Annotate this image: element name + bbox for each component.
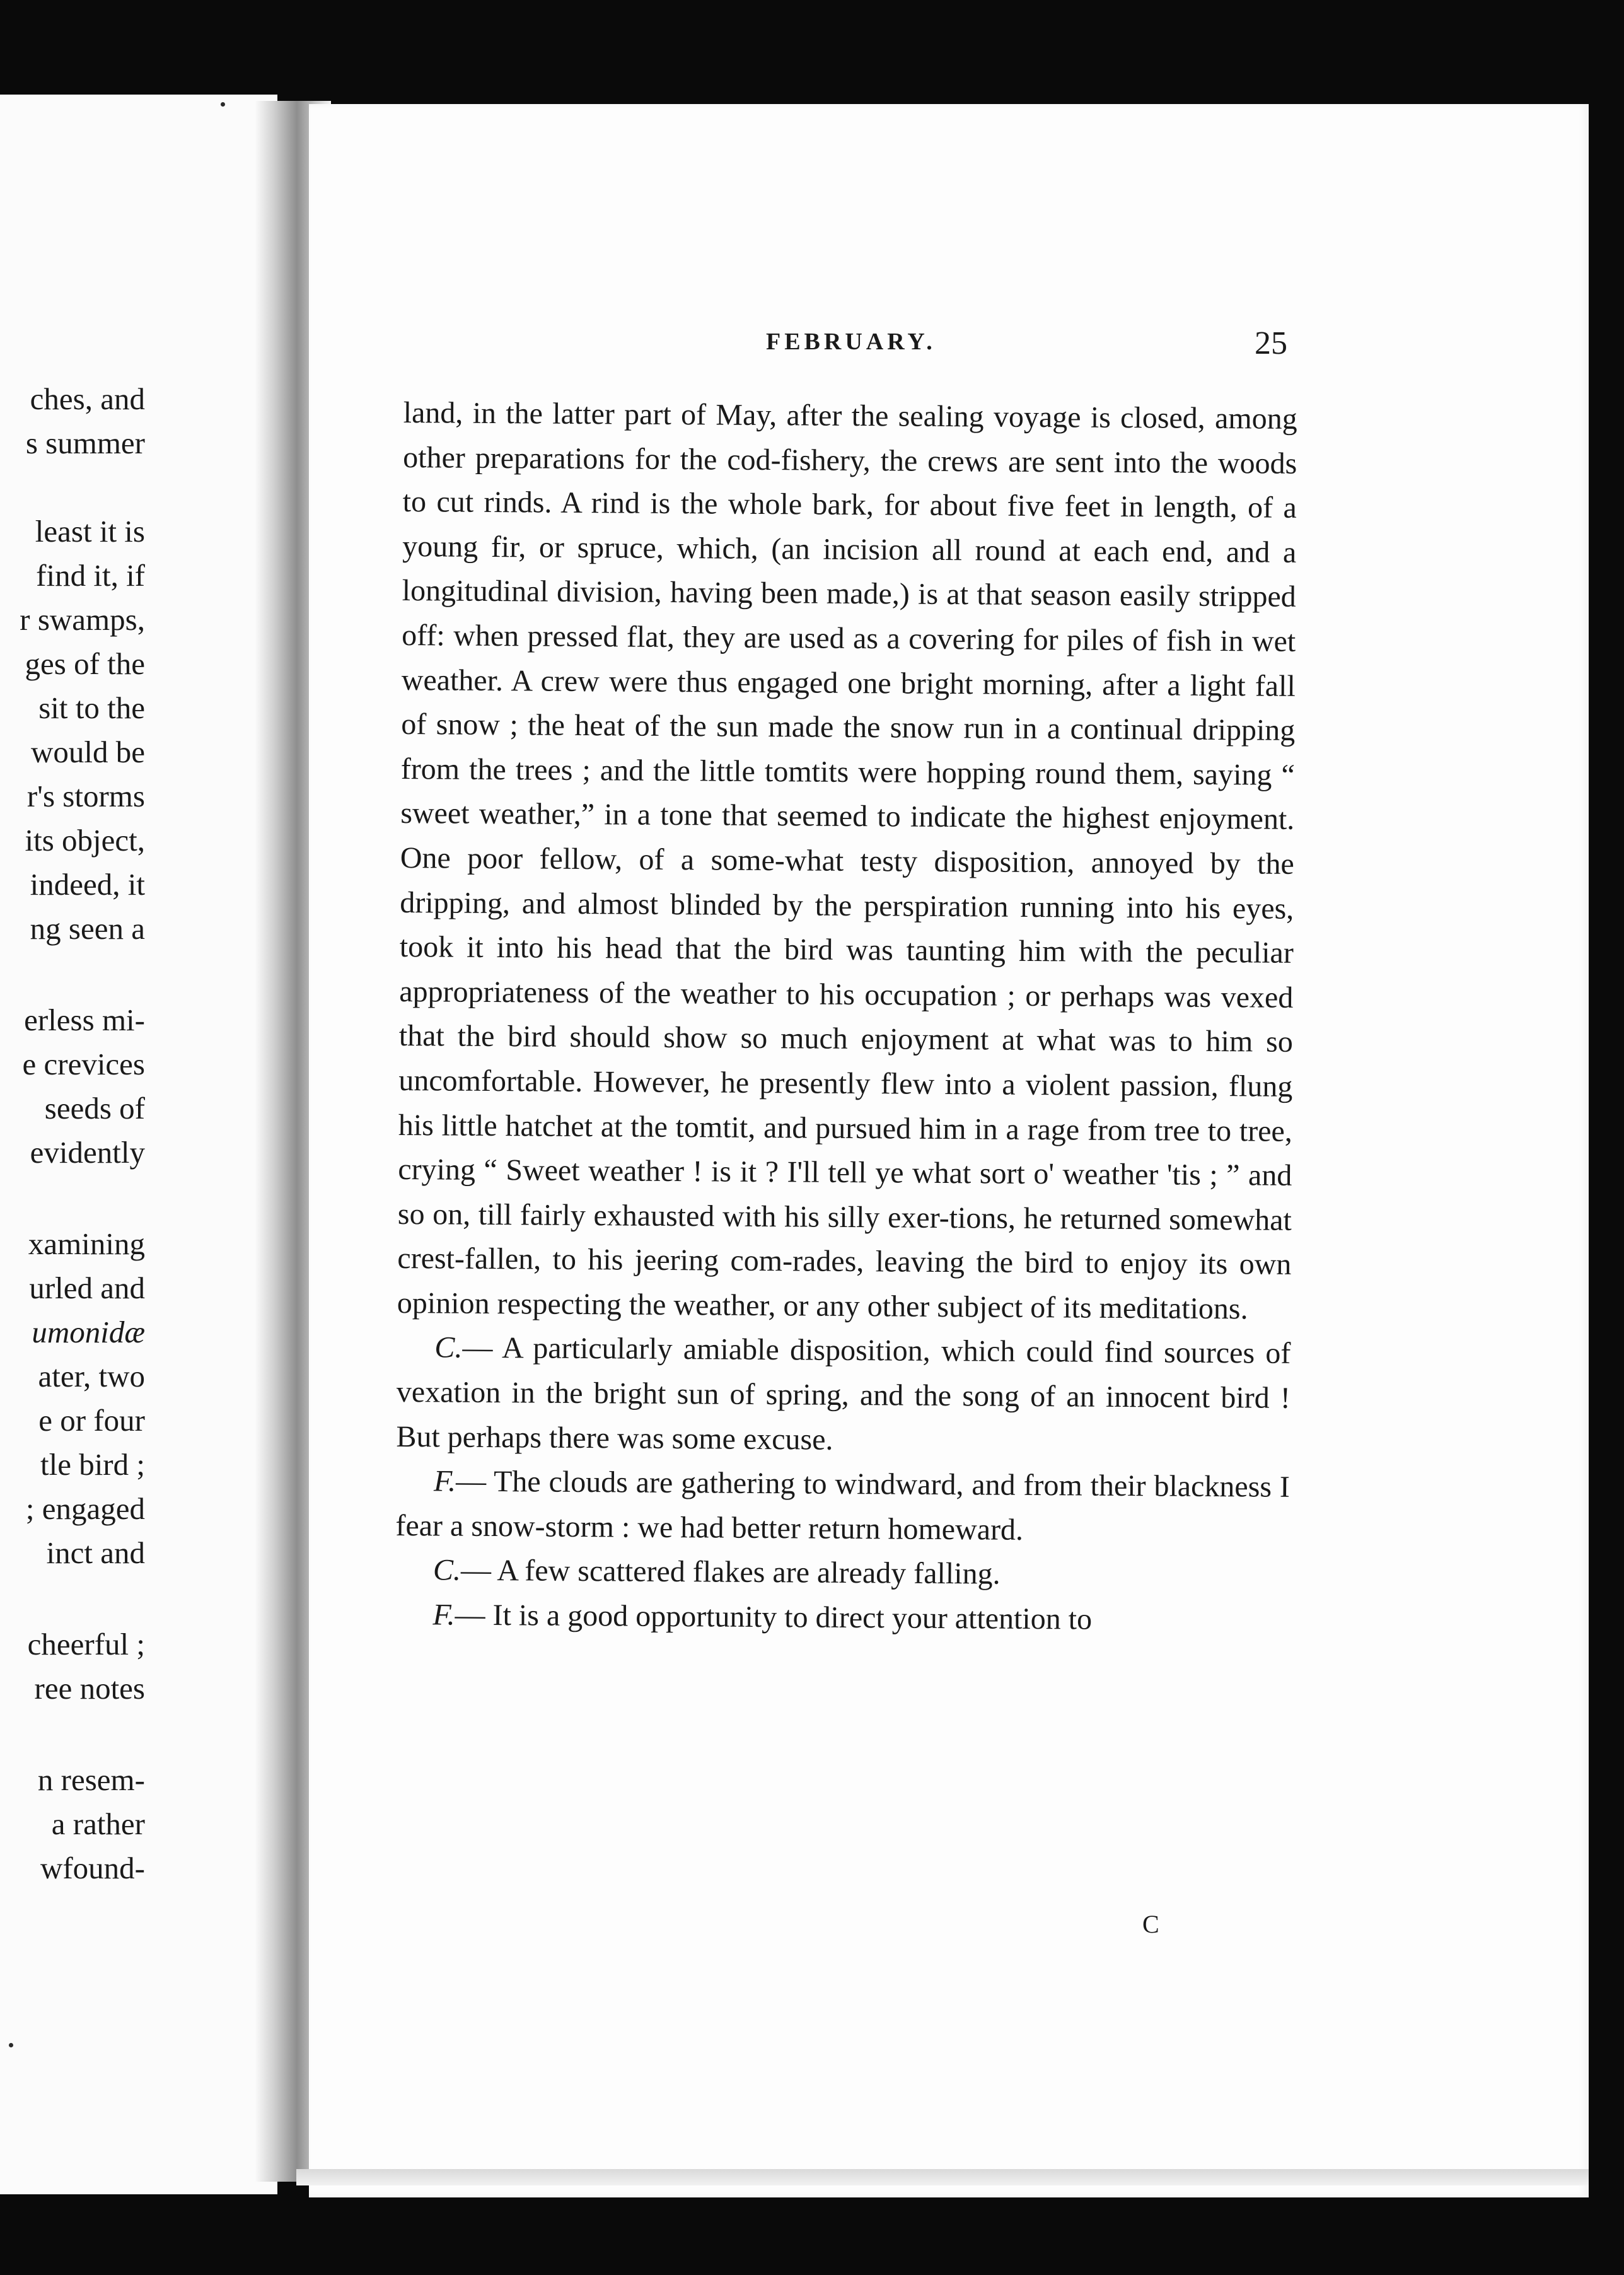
left-page-line-fragment: indeed, it — [30, 867, 145, 902]
speaker-label: C. — [432, 1553, 461, 1588]
paragraph-text: — A particularly amiable disposition, which could find sources of vexation in the bright sun of spring, and the song of an innocent bird ! But perhaps there was some excuse. — [396, 1331, 1291, 1457]
paragraph-dialogue — [395, 1593, 1289, 1643]
paragraph-text: — It is a good opportunity to direct your attention to — [455, 1598, 1093, 1636]
paragraph-text: land, in the latter part of May, after the sealing voyage is closed, among other preparations for the cod-fishery, the crews are sent into the woods to cut rinds. A rind is the whole bark, for about five feet in length, of a young fir, or spruce, which, (an incision all round at each end, and a longitudinal division, having been made,) is at that season easily stripped off: when pressed flat, they are used as a covering for piles of fish in wet weather. A crew were thus engaged one bright morning, after a light fall of snow ; the heat of the sun made the snow run in a continual dripping from the trees ; and the little tomtits were hopping round them, saying “ sweet weather,” in a tone that seemed to indicate the highest enjoyment. One poor fellow, of a some-what testy disposition, annoyed by the dripping, and almost blinded by the perspiration running into his eyes, took it into his head that the bird was taunting him with the peculiar appropriateness of the weather to his occupation ; or perhaps was vexed that the bird should show so much enjoyment at what was to him so uncomfortable. However, he presently flew into a violent passion, flung his little hatchet at the tomtit, and pursued him in a rage from tree to tree, crying “ Sweet weather ! is it ? I'll tell ye what sort o' weather 'tis ; ” and so on, till fairly exhausted with his silly exer-tions, he returned somewhat crest-fallen, to his jeering com-rades, leaving the bird to enjoy its own opinion respecting the weather, or any other subject of its meditations. — [397, 395, 1297, 1326]
left-page-line-fragment: sit to the — [38, 690, 145, 725]
left-page-line-fragment: ges of the — [25, 646, 145, 681]
left-page-line-fragment: ; engaged — [25, 1491, 145, 1526]
left-page-line-fragment: cheerful ; — [27, 1627, 145, 1661]
left-page-line-fragment: evidently — [30, 1135, 145, 1170]
paragraph-text: — The clouds are gathering to windward, and from their blackness I fear a snow-storm : we had better return homeward. — [395, 1464, 1290, 1547]
left-page-line-fragment: e or four — [38, 1403, 145, 1438]
speaker-label: F. — [432, 1598, 455, 1632]
page-edge — [296, 2169, 1589, 2185]
body-text — [395, 391, 1297, 1643]
paragraph-dialogue — [396, 1325, 1290, 1465]
left-page-line-fragment: s summer — [25, 426, 145, 460]
left-page-line-fragment: inct and — [46, 1535, 145, 1570]
left-page-line-fragment: ree notes — [34, 1671, 145, 1706]
left-page-line-fragment: r's storms — [26, 779, 145, 813]
left-page-line-fragment: ater, two — [38, 1359, 145, 1394]
paragraph-narrative — [397, 391, 1297, 1332]
left-page-line-fragment: e crevices — [22, 1047, 145, 1081]
left-page-line-fragment: find it, if — [36, 558, 145, 593]
left-page-line-fragment: seeds of — [44, 1091, 145, 1126]
scan-speck — [9, 2043, 13, 2047]
left-page-line-fragment: wfound- — [40, 1851, 145, 1885]
left-page-line-fragment: umonidæ — [32, 1315, 145, 1349]
left-page-line-fragment: ches, and — [30, 381, 145, 416]
paragraph-text: — A few scattered flakes are already falling. — [460, 1554, 1000, 1591]
speaker-label: F. — [433, 1464, 456, 1498]
left-page-line-fragment: r swamps, — [20, 602, 145, 637]
signature-mark: C — [1142, 1910, 1159, 1938]
paragraph-dialogue — [395, 1548, 1289, 1598]
left-page-line-fragment: n resem- — [37, 1762, 145, 1797]
left-page — [0, 95, 277, 2194]
running-head: FEBRUARY. — [766, 329, 936, 355]
left-page-line-fragment: ng seen a — [30, 911, 145, 946]
speaker-label: C. — [434, 1330, 463, 1365]
left-page-line-fragment: xamining — [28, 1226, 145, 1261]
left-page-line-fragment: urled and — [29, 1271, 145, 1305]
page-number: 25 — [1255, 325, 1287, 361]
left-page-line-fragment: a rather — [51, 1807, 145, 1841]
left-page-line-fragment: erless mi- — [24, 1003, 145, 1037]
left-page-line-fragment: tle bird ; — [40, 1447, 145, 1482]
left-page-line-fragment: would be — [31, 735, 145, 769]
scan-speck — [221, 102, 225, 107]
paragraph-dialogue — [395, 1459, 1290, 1554]
left-page-line-fragment: least it is — [35, 514, 145, 549]
left-page-line-fragment: its object, — [25, 823, 145, 858]
